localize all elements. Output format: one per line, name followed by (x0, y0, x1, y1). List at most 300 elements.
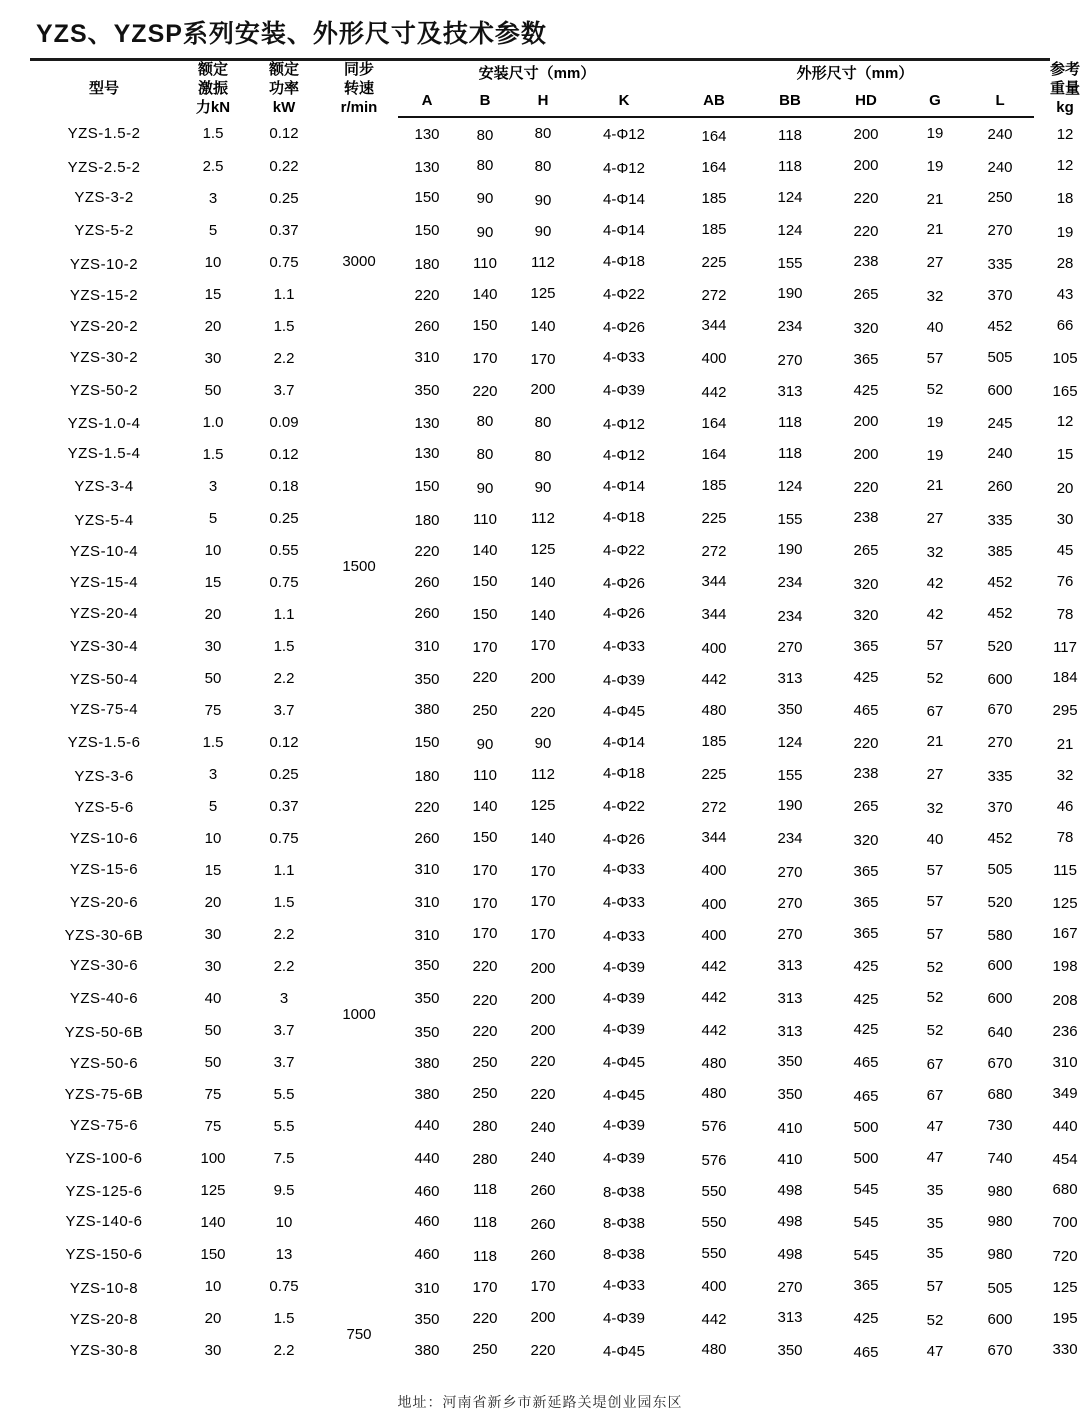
cell-K: 4-Φ39 (603, 989, 645, 1007)
cell-B: 250 (472, 1340, 498, 1358)
table-row (30, 758, 1080, 790)
table-row (30, 630, 1080, 662)
cell-B: 110 (473, 254, 497, 272)
cell-model: YZS-15-6 (69, 860, 139, 878)
cell-K: 4-Φ45 (603, 1086, 645, 1104)
cell-model: YZS-10-8 (69, 1279, 139, 1297)
cell-G: 21 (926, 220, 944, 238)
cell-A: 460 (414, 1212, 440, 1230)
specifications-table (30, 61, 1080, 1366)
table-row (30, 598, 1080, 630)
cell-B: 150 (472, 828, 498, 846)
table-row (30, 534, 1080, 566)
cell-A: 180 (414, 511, 440, 529)
table-row (30, 790, 1080, 822)
cell-H: 80 (534, 124, 552, 142)
cell-model: YZS-5-6 (74, 798, 134, 816)
cell-model: YZS-1.5-4 (67, 444, 141, 462)
cell-HD: 220 (853, 734, 879, 752)
cell-power: 0.37 (269, 797, 299, 815)
cell-H: 80 (534, 157, 552, 175)
cell-power: 1.5 (273, 1309, 295, 1327)
table-row (30, 822, 1080, 854)
cell-H: 112 (531, 765, 555, 783)
cell-A: 150 (414, 733, 440, 751)
cell-AB: 185 (701, 189, 727, 207)
cell-HD: 545 (853, 1213, 879, 1231)
cell-K: 4-Φ22 (603, 541, 645, 559)
cell-A: 260 (414, 317, 440, 335)
header-weight-l2: 重量 (1050, 79, 1080, 97)
cell-K: 4-Φ18 (603, 764, 645, 782)
cell-power: 0.12 (269, 125, 299, 143)
cell-AB: 442 (701, 957, 727, 975)
cell-HD: 425 (853, 1020, 879, 1038)
cell-B: 220 (472, 668, 498, 686)
table-row (30, 726, 1080, 758)
cell-exciting-force: 125 (200, 1181, 226, 1199)
cell-L: 980 (987, 1182, 1013, 1200)
table-row (30, 117, 1080, 150)
cell-B: 220 (472, 382, 498, 400)
cell-B: 118 (473, 1213, 497, 1231)
cell-A: 310 (414, 1279, 440, 1297)
cell-G: 19 (926, 446, 944, 464)
cell-model: YZS-30-4 (69, 637, 139, 655)
cell-weight: 310 (1052, 1053, 1078, 1071)
cell-A: 440 (414, 1116, 440, 1134)
cell-BB: 234 (777, 829, 803, 847)
cell-power: 0.22 (269, 157, 299, 175)
cell-power: 0.25 (269, 765, 299, 783)
cell-G: 67 (926, 702, 944, 720)
table-row (30, 246, 1080, 278)
cell-exciting-force: 5 (208, 509, 218, 527)
cell-model: YZS-1.0-4 (67, 414, 141, 432)
page-title: YZS、YZSP系列安装、外形尺寸及技术参数 (36, 20, 547, 48)
cell-HD: 200 (853, 412, 879, 430)
cell-G: 32 (926, 543, 944, 561)
cell-K: 4-Φ39 (603, 1116, 645, 1134)
cell-exciting-force: 15 (204, 861, 222, 879)
cell-K: 4-Φ14 (603, 221, 645, 239)
cell-B: 170 (472, 349, 498, 367)
cell-L: 600 (987, 1310, 1013, 1328)
cell-speed: 3000 (342, 253, 376, 271)
cell-A: 310 (414, 926, 440, 944)
cell-weight: 454 (1052, 1150, 1078, 1168)
cell-AB: 576 (701, 1117, 727, 1135)
cell-K: 8-Φ38 (603, 1183, 645, 1201)
table-row (30, 438, 1080, 470)
cell-HD: 238 (853, 764, 879, 782)
cell-BB: 155 (777, 510, 803, 528)
cell-exciting-force: 1.5 (202, 445, 224, 463)
cell-model: YZS-30-6 (69, 956, 139, 974)
cell-H: 200 (530, 1021, 556, 1039)
cell-H: 200 (530, 669, 556, 687)
cell-exciting-force: 1.5 (202, 733, 224, 751)
cell-AB: 272 (701, 798, 727, 816)
cell-B: 90 (476, 735, 494, 753)
cell-power: 0.25 (269, 189, 299, 207)
cell-power: 0.25 (269, 509, 299, 527)
cell-model: YZS-20-8 (69, 1310, 139, 1328)
cell-power: 2.2 (273, 957, 295, 975)
header-col-BB: BB (752, 87, 828, 117)
cell-HD: 365 (853, 637, 879, 655)
cell-exciting-force: 10 (204, 253, 222, 271)
cell-L: 240 (987, 125, 1013, 143)
cell-BB: 270 (777, 925, 803, 943)
table-row (30, 1110, 1080, 1142)
cell-G: 52 (926, 669, 944, 687)
cell-model: YZS-1.5-6 (67, 733, 141, 751)
cell-AB: 185 (701, 732, 727, 750)
cell-weight: 78 (1056, 605, 1074, 623)
cell-AB: 272 (701, 286, 727, 304)
cell-K: 4-Φ26 (603, 574, 645, 592)
cell-K: 4-Φ39 (603, 1020, 645, 1038)
cell-exciting-force: 10 (204, 1277, 222, 1295)
cell-AB: 400 (701, 639, 727, 657)
cell-L: 385 (987, 542, 1013, 560)
table-row (30, 662, 1080, 694)
header-exciting-force-l2: 激振 (197, 79, 228, 97)
header-exciting-force-l1: 额定 (197, 61, 228, 78)
cell-L: 240 (987, 158, 1013, 176)
table-row (30, 374, 1080, 406)
cell-HD: 265 (853, 797, 879, 815)
cell-weight: 125 (1052, 894, 1078, 912)
cell-power: 0.18 (269, 477, 299, 495)
cell-power: 9.5 (273, 1181, 295, 1199)
cell-BB: 313 (777, 382, 803, 400)
cell-B: 118 (473, 1247, 497, 1265)
cell-K: 4-Φ26 (603, 604, 645, 622)
cell-H: 125 (530, 540, 556, 558)
cell-power: 3.7 (273, 381, 295, 399)
cell-G: 57 (926, 349, 944, 367)
header-col-L: L (966, 87, 1034, 117)
cell-H: 220 (530, 1341, 556, 1359)
cell-G: 52 (926, 958, 944, 976)
cell-H: 260 (530, 1246, 556, 1264)
cell-weight: 680 (1052, 1180, 1078, 1198)
cell-power: 3.7 (273, 1021, 295, 1039)
cell-BB: 190 (777, 540, 803, 558)
cell-H: 112 (531, 509, 555, 527)
cell-BB: 270 (777, 863, 803, 881)
cell-model: YZS-75-6B (64, 1085, 144, 1103)
cell-exciting-force: 30 (204, 957, 222, 975)
cell-K: 4-Φ39 (603, 1149, 645, 1167)
cell-H: 90 (534, 478, 552, 496)
cell-K: 4-Φ33 (603, 1276, 645, 1294)
cell-B: 170 (472, 638, 498, 656)
cell-H: 170 (530, 892, 556, 910)
cell-exciting-force: 3 (208, 189, 218, 207)
cell-HD: 320 (853, 606, 879, 624)
cell-exciting-force: 5 (208, 221, 218, 239)
cell-BB: 118 (778, 413, 802, 431)
cell-power: 5.5 (273, 1117, 295, 1135)
cell-power: 0.55 (269, 541, 299, 559)
cell-power: 0.12 (269, 733, 299, 751)
cell-H: 125 (530, 284, 556, 302)
cell-B: 220 (472, 1022, 498, 1040)
cell-power: 1.5 (273, 637, 295, 655)
cell-weight: 236 (1052, 1022, 1078, 1040)
cell-model: YZS-20-6 (69, 893, 139, 911)
footer-address: 地址：河南省新乡市新延路关堤创业园东区 (397, 1394, 683, 1410)
cell-weight: 30 (1056, 510, 1074, 528)
cell-L: 335 (987, 511, 1013, 529)
cell-K: 4-Φ26 (603, 830, 645, 848)
cell-B: 150 (472, 572, 498, 590)
cell-K: 4-Φ39 (603, 381, 645, 399)
cell-power: 0.12 (269, 445, 299, 463)
cell-HD: 220 (853, 478, 879, 496)
cell-A: 150 (414, 477, 440, 495)
cell-HD: 220 (853, 189, 879, 207)
cell-A: 180 (414, 255, 440, 273)
cell-HD: 238 (853, 508, 879, 526)
cell-AB: 400 (701, 861, 727, 879)
cell-model: YZS-50-4 (69, 670, 139, 688)
cell-BB: 118 (778, 444, 802, 462)
cell-power: 3.7 (273, 1053, 295, 1071)
cell-exciting-force: 1.0 (202, 413, 224, 431)
cell-model: YZS-140-6 (65, 1212, 143, 1230)
cell-exciting-force: 50 (204, 381, 222, 399)
table-row (30, 182, 1080, 214)
cell-BB: 234 (777, 317, 803, 335)
table-row (30, 1046, 1080, 1078)
cell-BB: 313 (777, 1022, 803, 1040)
cell-speed: 1000 (342, 1005, 376, 1023)
cell-A: 350 (414, 670, 440, 688)
cell-B: 140 (472, 541, 498, 559)
cell-BB: 124 (777, 221, 803, 239)
cell-BB: 118 (778, 126, 802, 144)
cell-weight: 12 (1056, 156, 1074, 174)
cell-power: 2.2 (273, 1341, 295, 1359)
cell-model: YZS-100-6 (65, 1149, 143, 1167)
cell-exciting-force: 40 (204, 989, 222, 1007)
table-row (30, 342, 1080, 374)
cell-HD: 200 (853, 156, 879, 174)
header-model: 型号 (88, 79, 119, 97)
cell-G: 52 (926, 1021, 944, 1039)
cell-HD: 545 (853, 1246, 879, 1264)
cell-exciting-force: 3 (208, 477, 218, 495)
cell-weight: 18 (1056, 189, 1074, 207)
cell-A: 180 (414, 767, 440, 785)
table-row (30, 982, 1080, 1014)
header-power-l3: kW (272, 98, 296, 116)
cell-AB: 164 (701, 158, 727, 176)
cell-power: 13 (275, 1245, 293, 1263)
cell-G: 52 (926, 988, 944, 1006)
cell-BB: 313 (777, 1308, 803, 1326)
cell-G: 57 (926, 892, 944, 910)
cell-G: 57 (926, 636, 944, 654)
cell-BB: 313 (777, 669, 803, 687)
cell-AB: 442 (701, 383, 727, 401)
cell-model: YZS-5-4 (74, 511, 134, 529)
cell-A: 380 (414, 1341, 440, 1359)
cell-model: YZS-3-4 (74, 477, 134, 495)
cell-model: YZS-30-6B (64, 926, 144, 944)
cell-weight: 184 (1052, 668, 1078, 686)
cell-B: 280 (472, 1150, 498, 1168)
cell-H: 170 (530, 862, 556, 880)
cell-A: 350 (414, 381, 440, 399)
cell-weight: 700 (1052, 1213, 1078, 1231)
cell-G: 27 (926, 509, 944, 527)
cell-G: 42 (926, 574, 944, 592)
cell-A: 350 (414, 1310, 440, 1328)
cell-exciting-force: 2.5 (202, 157, 224, 175)
cell-G: 19 (926, 124, 944, 142)
cell-AB: 185 (701, 220, 727, 238)
cell-B: 118 (473, 1180, 497, 1198)
cell-exciting-force: 50 (204, 669, 222, 687)
cell-G: 35 (926, 1244, 944, 1262)
cell-BB: 234 (777, 607, 803, 625)
cell-power: 0.09 (269, 413, 299, 431)
cell-exciting-force: 1.5 (202, 125, 224, 143)
cell-BB: 155 (777, 254, 803, 272)
cell-K: 8-Φ38 (603, 1245, 645, 1263)
cell-G: 67 (926, 1086, 944, 1104)
cell-H: 125 (530, 796, 556, 814)
header-speed-l1: 同步 (343, 61, 374, 78)
cell-H: 240 (530, 1148, 556, 1166)
cell-model: YZS-75-6 (69, 1116, 139, 1134)
cell-BB: 410 (777, 1119, 803, 1137)
cell-HD: 545 (853, 1180, 879, 1198)
cell-A: 150 (414, 188, 440, 206)
cell-B: 80 (476, 445, 494, 463)
header-speed-l3: r/min (340, 98, 378, 116)
cell-power: 2.2 (273, 925, 295, 943)
cell-A: 310 (414, 860, 440, 878)
cell-exciting-force: 3 (208, 765, 218, 783)
cell-A: 310 (414, 348, 440, 366)
cell-weight: 20 (1056, 479, 1074, 497)
cell-BB: 270 (777, 894, 803, 912)
cell-HD: 425 (853, 668, 879, 686)
cell-HD: 265 (853, 541, 879, 559)
cell-A: 130 (414, 444, 440, 462)
cell-weight: 208 (1052, 991, 1078, 1009)
cell-weight: 12 (1056, 412, 1074, 430)
cell-BB: 313 (777, 989, 803, 1007)
cell-exciting-force: 30 (204, 925, 222, 943)
cell-B: 90 (476, 223, 494, 241)
cell-BB: 498 (777, 1212, 803, 1230)
cell-model: YZS-15-2 (69, 286, 139, 304)
cell-AB: 480 (701, 1340, 727, 1358)
cell-B: 140 (472, 285, 498, 303)
header-power-l2: 功率 (268, 79, 299, 97)
cell-weight: 45 (1056, 541, 1074, 559)
cell-H: 200 (530, 959, 556, 977)
cell-BB: 350 (777, 1085, 803, 1103)
cell-HD: 365 (853, 924, 879, 942)
cell-power: 0.37 (269, 221, 299, 239)
cell-H: 220 (530, 1052, 556, 1070)
cell-model: YZS-125-6 (65, 1182, 143, 1200)
cell-L: 600 (987, 989, 1013, 1007)
cell-A: 260 (414, 573, 440, 591)
cell-HD: 320 (853, 575, 879, 593)
cell-BB: 124 (777, 733, 803, 751)
cell-exciting-force: 20 (204, 893, 222, 911)
cell-H: 90 (534, 734, 552, 752)
cell-power: 1.5 (273, 317, 295, 335)
header-power-l1: 额定 (268, 61, 299, 78)
cell-A: 380 (414, 700, 440, 718)
cell-exciting-force: 50 (204, 1021, 222, 1039)
cell-BB: 234 (777, 573, 803, 591)
table-row (30, 1238, 1080, 1270)
cell-H: 140 (530, 829, 556, 847)
header-weight (1034, 61, 1080, 117)
header-weight-l1: 参考 (1050, 61, 1080, 78)
cell-H: 170 (530, 1277, 556, 1295)
cell-AB: 480 (701, 701, 727, 719)
cell-G: 32 (926, 287, 944, 305)
cell-B: 80 (476, 156, 494, 174)
cell-L: 520 (987, 893, 1013, 911)
table-row (30, 278, 1080, 310)
cell-G: 57 (926, 861, 944, 879)
cell-G: 27 (926, 765, 944, 783)
cell-L: 670 (987, 1054, 1013, 1072)
cell-B: 110 (473, 510, 497, 528)
cell-G: 67 (926, 1055, 944, 1073)
cell-L: 260 (987, 477, 1013, 495)
cell-model: YZS-10-2 (69, 255, 139, 273)
cell-L: 730 (987, 1116, 1013, 1134)
cell-exciting-force: 20 (204, 317, 222, 335)
cell-L: 335 (987, 255, 1013, 273)
cell-weight: 198 (1052, 957, 1078, 975)
cell-AB: 344 (701, 316, 727, 334)
header-col-K: K (572, 87, 676, 117)
cell-HD: 465 (853, 1087, 879, 1105)
cell-B: 280 (472, 1117, 498, 1135)
cell-H: 220 (530, 703, 556, 721)
cell-B: 170 (472, 894, 498, 912)
header-col-G: G (904, 87, 966, 117)
cell-BB: 124 (777, 477, 803, 495)
table-row (30, 1142, 1080, 1174)
cell-K: 4-Φ12 (603, 159, 645, 177)
cell-power: 0.75 (269, 573, 299, 591)
cell-HD: 465 (853, 1343, 879, 1361)
cell-BB: 498 (777, 1181, 803, 1199)
cell-AB: 400 (701, 926, 727, 944)
cell-L: 670 (987, 1341, 1013, 1359)
cell-H: 200 (530, 990, 556, 1008)
cell-weight: 167 (1052, 924, 1078, 942)
cell-HD: 220 (853, 222, 879, 240)
cell-B: 220 (472, 957, 498, 975)
